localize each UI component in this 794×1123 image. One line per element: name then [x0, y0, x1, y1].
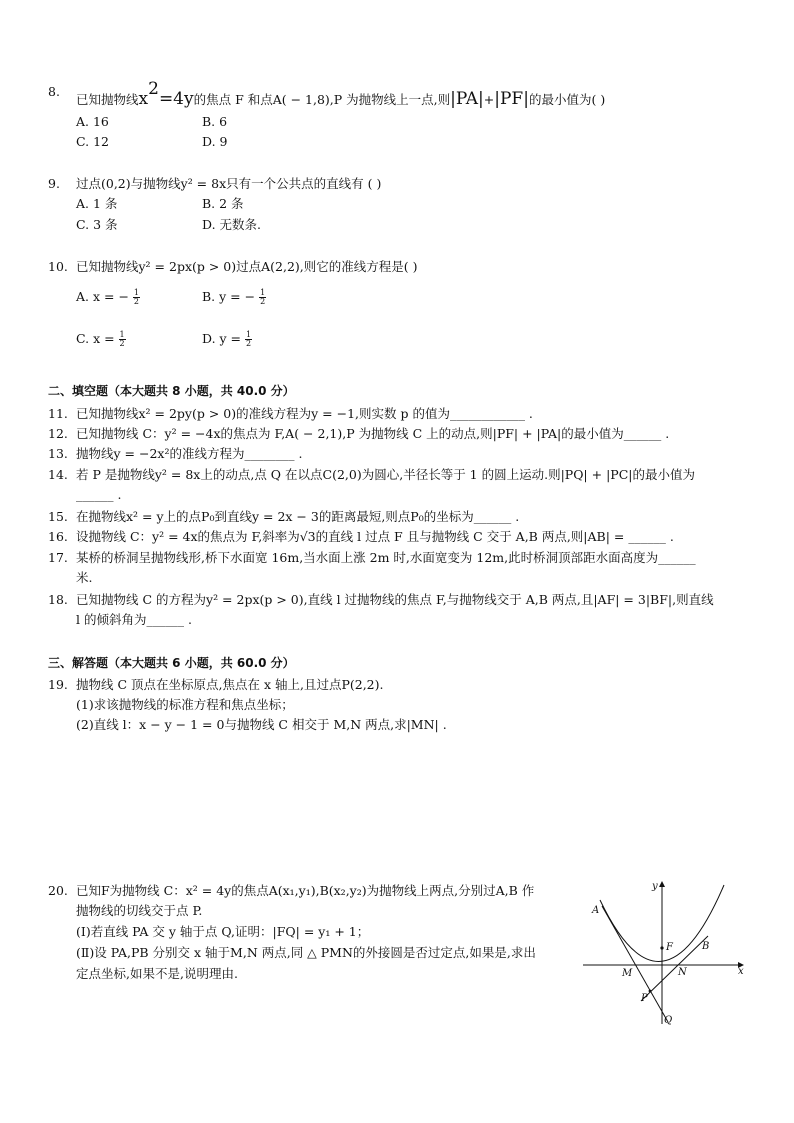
q10-option-b-frac [259, 289, 266, 306]
q17-stem: 某桥的桥洞呈抛物线形,桥下水面宽 16m,当水面上涨 2m 时,水面宽变为 12m,此时桥洞顶部距水面高度为______ [76, 550, 696, 565]
q10-option-b-den: 2 [260, 297, 266, 306]
q18-stem: 已知抛物线 C 的方程为y² = 2px(p > 0),直线 l 过抛物线的焦点 F,与抛物线交于 A,B 两点,且|AF| = 3|BF|,则直线 [76, 592, 714, 607]
q8-option-d: D. 9 [202, 134, 228, 149]
q18-number: 18. [48, 592, 68, 607]
figure-label-a: A [592, 905, 600, 916]
q10-option-c [76, 331, 126, 348]
q10-option-d-frac [245, 331, 252, 348]
q10-option-d-num: 1 [246, 330, 252, 339]
q14-number: 14. [48, 467, 68, 482]
q20-number: 20. [48, 883, 68, 898]
q15-stem: 在抛物线x² = y上的点P₀到直线y = 2x − 3的距离最短,则点P₀的坐标为______ . [76, 509, 520, 524]
figure-label-f: F [666, 942, 673, 953]
q10-number: 10. [48, 259, 68, 274]
q20-parabola-figure [578, 876, 768, 1031]
q20-stem: 已知F为抛物线 C：x² = 4y的焦点A(x₁,y₁),B(x₂,y₂)为抛物线上两点,分别过A,B 作 [76, 883, 535, 898]
section-fill-in-title: 二、填空题（本大题共 8 小题，共 40.0 分） [48, 384, 295, 398]
q8-eq-sup: 2 [148, 79, 159, 99]
q10-option-a-label: A. x = − [76, 289, 129, 304]
q10-option-d-den: 2 [246, 339, 252, 348]
q16-stem: 设抛物线 C：y² = 4x的焦点为 F,斜率为√3的直线 l 过点 F 且与抛物线 C 交于 A,B 两点,则|AB| = ______ . [76, 529, 674, 544]
q15-number: 15. [48, 509, 68, 524]
q12-stem: 已知抛物线 C：y² = −4x的焦点为 F,A( − 2,1),P 为抛物线 C 上的动点,则|PF| + |PA|的最小值为______ . [76, 426, 670, 441]
q10-option-b-label: B. y = − [202, 289, 256, 304]
figure-label-n: N [678, 967, 687, 978]
q10-option-c-label: C. x = [76, 331, 115, 346]
q12-number: 12. [48, 426, 68, 441]
figure-point-p [649, 990, 652, 993]
q9-option-b: B. 2 条 [202, 196, 244, 211]
q14-stem-line2: ______ . [76, 487, 122, 502]
q13-stem: 抛物线y = −2x²的准线方程为________ . [76, 446, 303, 461]
q8-stem-end: 的最小值为( ) [528, 92, 606, 107]
q19-part2: (2)直线 l：x − y − 1 = 0与抛物线 C 相交于 M,N 两点,求|MN| . [76, 717, 447, 732]
q8-eq-x: x [138, 89, 149, 109]
q20-stem-line2: 抛物线的切线交于点 P. [76, 903, 203, 918]
q14-stem: 若 P 是抛物线y² = 8x上的动点,点 Q 在以点C(2,0)为圆心,半径长等于 1 的圆上运动.则|PQ| + |PC|的最小值为 [76, 467, 695, 482]
q8-number: 8. [48, 84, 60, 99]
q10-option-a-num: 1 [133, 288, 139, 297]
q10-option-a-den: 2 [133, 297, 139, 306]
q9-option-a: A. 1 条 [76, 196, 118, 211]
q9-number: 9. [48, 176, 60, 191]
q8-abs2: |PF| [494, 89, 529, 109]
q10-option-b [202, 289, 266, 306]
q10-option-d [202, 331, 252, 348]
q16-number: 16. [48, 529, 68, 544]
q19-stem: 抛物线 C 顶点在坐标原点,焦点在 x 轴上,且过点P(2,2). [76, 677, 384, 692]
q20-part2: (Ⅱ)设 PA,PB 分别交 x 轴于M,N 两点,同 △ PMN的外接圆是否过定点,如果是,求出 [76, 945, 536, 960]
figure-label-m: M [622, 968, 633, 979]
q17-stem-line2: 米. [76, 570, 93, 585]
figure-label-b: B [702, 941, 710, 952]
q10-option-c-num: 1 [119, 330, 125, 339]
q9-option-c: C. 3 条 [76, 217, 118, 232]
q20-part3: 定点坐标,如果不是,说明理由. [76, 966, 238, 981]
q8-plus: + [483, 92, 495, 107]
figure-label-p: P [641, 993, 648, 1004]
figure-point-f [660, 946, 663, 949]
q8-abs1: |PA| [450, 89, 484, 109]
q19-number: 19. [48, 677, 68, 692]
q17-number: 17. [48, 550, 68, 565]
q10-option-d-label: D. y = [202, 331, 242, 346]
q8-stem [76, 74, 605, 115]
q10-option-b-num: 1 [260, 288, 266, 297]
q20-part1: (Ⅰ)若直线 PA 交 y 轴于点 Q,证明：|FQ| = y₁ + 1； [76, 924, 370, 939]
q10-option-a-frac [133, 289, 140, 306]
q19-part1: (1)求该抛物线的标准方程和焦点坐标； [76, 697, 294, 712]
section-solve-title: 三、解答题（本大题共 6 小题，共 60.0 分） [48, 656, 295, 670]
q9-stem: 过点(0,2)与抛物线y² = 8x只有一个公共点的直线有 ( ) [76, 176, 382, 191]
q9-option-d: D. 无数条. [202, 217, 261, 232]
q8-option-b: B. 6 [202, 114, 228, 129]
q8-option-c: C. 12 [76, 134, 109, 149]
q10-option-a [76, 289, 140, 306]
figure-label-x: x [738, 966, 744, 977]
q11-number: 11. [48, 406, 68, 421]
q10-stem: 已知抛物线y² = 2px(p > 0)过点A(2,2),则它的准线方程是( ) [76, 259, 418, 274]
q8-option-a: A. 16 [76, 114, 109, 129]
q8-stem-pre: 已知抛物线 [76, 92, 139, 107]
q18-stem-line2: l 的倾斜角为______ . [76, 612, 192, 627]
q10-option-c-den: 2 [119, 339, 125, 348]
figure-label-y: y [652, 881, 658, 892]
q11-stem: 已知抛物线x² = 2py(p > 0)的准线方程为y = −1,则实数 p 的值为____________ . [76, 406, 533, 421]
q8-eq-rest: =4y [158, 89, 194, 109]
figure-label-q: Q [664, 1015, 673, 1026]
q8-stem-mid: 的焦点 F 和点A( − 1,8),P 为抛物线上一点,则 [193, 92, 451, 107]
figure-tangent-pa [602, 906, 668, 1022]
q10-option-c-frac [119, 331, 126, 348]
q13-number: 13. [48, 446, 68, 461]
